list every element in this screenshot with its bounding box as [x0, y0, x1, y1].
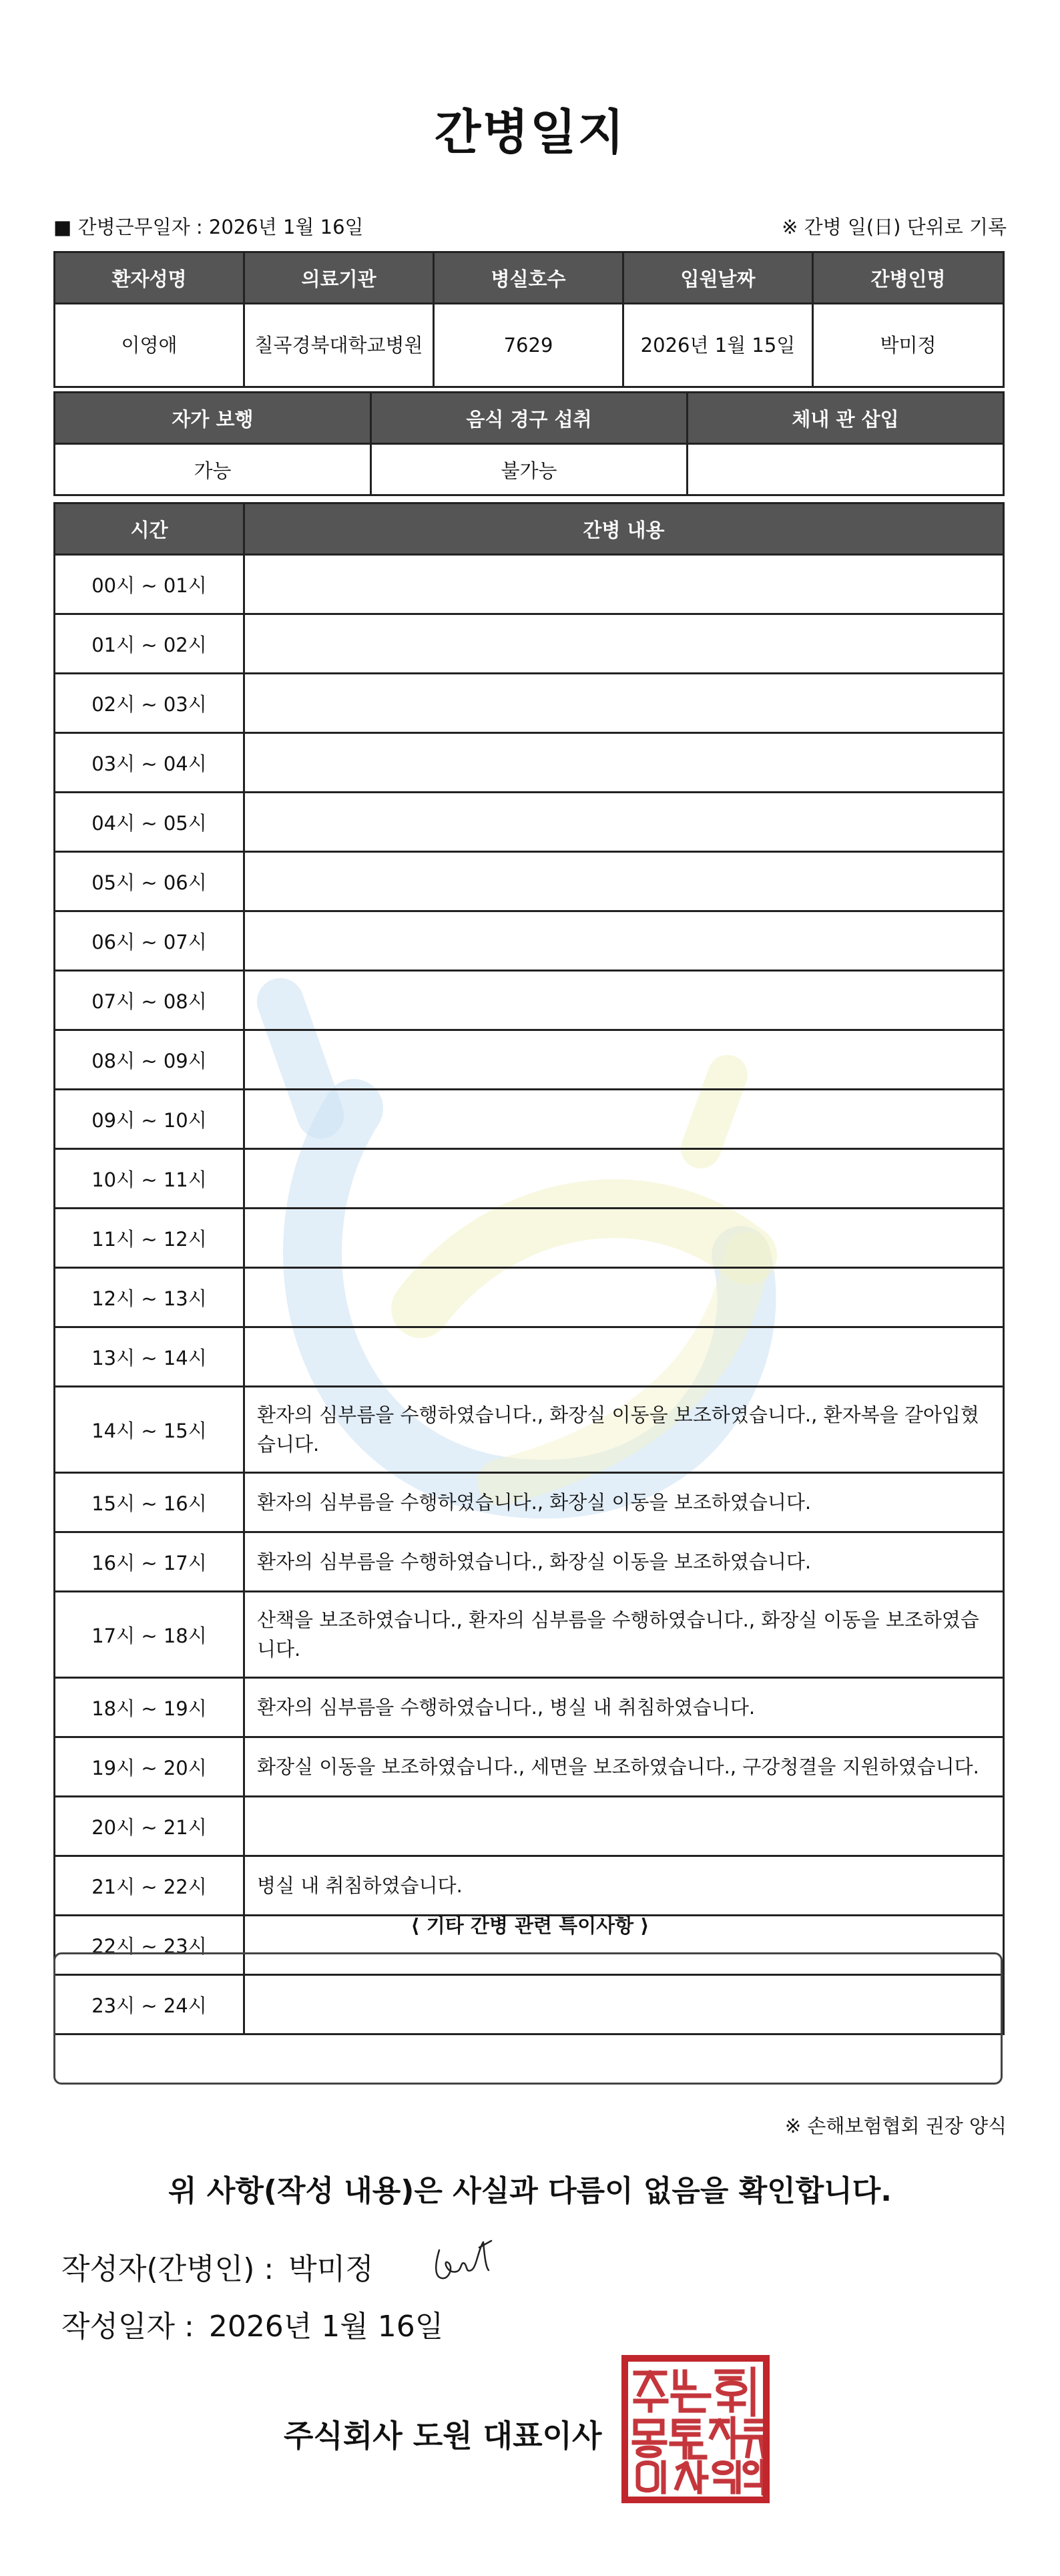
- patient-name: 이영애: [55, 304, 244, 387]
- written-date-value: 2026년 1월 16일: [208, 2310, 444, 2344]
- care-content: 화장실 이동을 보조하였습니다., 세면을 보조하였습니다., 구강청결을 지원하였습니다.: [244, 1737, 1004, 1797]
- patient-info-table: [53, 251, 1005, 388]
- tube-insertion-value: [688, 444, 1004, 495]
- time-slot: 15시 ~ 16시: [55, 1473, 244, 1532]
- care-content: 환자의 심부름을 수행하였습니다., 화장실 이동을 보조하였습니다.: [244, 1532, 1004, 1592]
- time-slot: 23시 ~ 24시: [55, 1975, 244, 2034]
- care-content: 환자의 심부름을 수행하였습니다., 화장실 이동을 보조하였습니다., 환자복을 갈아입혔습니다.: [244, 1387, 1004, 1473]
- table-row: [55, 1209, 1004, 1268]
- header-care-content: 간병 내용: [244, 503, 1004, 555]
- table-row: [55, 1856, 1004, 1916]
- table-row: [55, 1797, 1004, 1856]
- recommend-note: ※ 손해보험협회 권장 양식: [784, 2115, 1007, 2137]
- care-content: [244, 1209, 1004, 1268]
- time-slot: 20시 ~ 21시: [55, 1797, 244, 1856]
- table-row: [55, 793, 1004, 852]
- header-self-walking: 자가 보행: [55, 393, 371, 444]
- time-slot: 12시 ~ 13시: [55, 1268, 244, 1327]
- header-tube-insertion: 체내 관 삽입: [688, 393, 1004, 444]
- ability-value-row: [55, 444, 1004, 495]
- care-content: [244, 674, 1004, 733]
- care-content: [244, 1090, 1004, 1149]
- table-row: [55, 971, 1004, 1030]
- time-slot: 13시 ~ 14시: [55, 1327, 244, 1387]
- care-content: [244, 793, 1004, 852]
- hospital-name: 칠곡경북대학교병원: [244, 304, 434, 387]
- table-row: [55, 911, 1004, 971]
- special-notes-box: [53, 1952, 1003, 2085]
- hourly-care-log-table: [53, 502, 1005, 2035]
- care-content: [244, 971, 1004, 1030]
- care-content: [244, 852, 1004, 911]
- time-slot: 18시 ~ 19시: [55, 1678, 244, 1737]
- table-row: [55, 1327, 1004, 1387]
- time-slot: 14시 ~ 15시: [55, 1387, 244, 1473]
- header-time: 시간: [55, 503, 244, 555]
- header-caregiver-name: 간병인명: [813, 252, 1004, 304]
- table-row: [55, 1030, 1004, 1090]
- header-oral-intake: 음식 경구 섭취: [371, 393, 688, 444]
- table-row: [55, 1678, 1004, 1737]
- admission-date: 2026년 1월 15일: [623, 304, 813, 387]
- ability-header-row: [55, 393, 1004, 444]
- care-content: [244, 1149, 1004, 1209]
- writer-line: [61, 2245, 374, 2288]
- header-hospital: 의료기관: [244, 252, 434, 304]
- care-content: [244, 1268, 1004, 1327]
- time-slot: 06시 ~ 07시: [55, 911, 244, 971]
- work-date-label: ■ 간병근무일자 : 2026년 1월 16일: [53, 216, 364, 238]
- care-content: 환자의 심부름을 수행하였습니다., 병실 내 취침하였습니다.: [244, 1678, 1004, 1737]
- care-content: 병실 내 취침하였습니다.: [244, 1856, 1004, 1916]
- room-number: 7629: [434, 304, 623, 387]
- confirmation-statement: 위 사항(작성 내용)은 사실과 다름이 없음을 확인합니다.: [168, 2174, 892, 2208]
- unit-note: ※ 간병 일(日) 단위로 기록: [782, 216, 1007, 238]
- document-title: 간병일지: [434, 104, 626, 160]
- time-slot: 21시 ~ 22시: [55, 1856, 244, 1916]
- time-slot: 09시 ~ 10시: [55, 1090, 244, 1149]
- patient-ability-table: [53, 391, 1005, 496]
- oral-intake-value: 불가능: [371, 444, 688, 495]
- info-value-row: [55, 304, 1004, 387]
- caregiver-name: 박미정: [813, 304, 1004, 387]
- care-content: [244, 614, 1004, 674]
- company-representative: 주식회사 도원 대표이사: [284, 2418, 602, 2454]
- info-header-row: [55, 252, 1004, 304]
- table-row: [55, 1387, 1004, 1473]
- table-row: [55, 1592, 1004, 1678]
- written-date-line: [61, 2302, 443, 2345]
- header-room-number: 병실호수: [434, 252, 623, 304]
- time-slot: 01시 ~ 02시: [55, 614, 244, 674]
- time-slot: 07시 ~ 08시: [55, 971, 244, 1030]
- table-row: [55, 614, 1004, 674]
- header-admission-date: 입원날짜: [623, 252, 813, 304]
- time-slot: 08시 ~ 09시: [55, 1030, 244, 1090]
- table-row: [55, 733, 1004, 793]
- care-content: [244, 1327, 1004, 1387]
- header-patient-name: 환자성명: [55, 252, 244, 304]
- table-row: [55, 1737, 1004, 1797]
- time-slot: 17시 ~ 18시: [55, 1592, 244, 1678]
- time-slot: 02시 ~ 03시: [55, 674, 244, 733]
- time-slot: 16시 ~ 17시: [55, 1532, 244, 1592]
- writer-name: 박미정: [288, 2252, 374, 2286]
- special-notes-title: ⟨ 기타 간병 관련 특이사항 ⟩: [411, 1914, 649, 1937]
- writer-label: 작성자(간병인) :: [61, 2252, 274, 2286]
- table-row: [55, 555, 1004, 614]
- table-row: [55, 674, 1004, 733]
- table-row: [55, 1473, 1004, 1532]
- care-content: [244, 1797, 1004, 1856]
- time-slot: 03시 ~ 04시: [55, 733, 244, 793]
- handwritten-signature: [427, 2230, 507, 2284]
- care-content: [244, 555, 1004, 614]
- time-slot: 05시 ~ 06시: [55, 852, 244, 911]
- care-content: 환자의 심부름을 수행하였습니다., 화장실 이동을 보조하였습니다.: [244, 1473, 1004, 1532]
- care-content: [244, 733, 1004, 793]
- care-content: 산책을 보조하였습니다., 환자의 심부름을 수행하였습니다., 화장실 이동을 보조하였습니다.: [244, 1592, 1004, 1678]
- time-slot: 04시 ~ 05시: [55, 793, 244, 852]
- care-content: [244, 1030, 1004, 1090]
- company-seal-stamp: [621, 2354, 770, 2504]
- self-walking-value: 가능: [55, 444, 371, 495]
- table-row: [55, 852, 1004, 911]
- care-content: [244, 911, 1004, 971]
- time-slot: 11시 ~ 12시: [55, 1209, 244, 1268]
- time-slot: 22시 ~ 23시: [55, 1916, 244, 1975]
- table-row: [55, 1149, 1004, 1209]
- time-slot: 10시 ~ 11시: [55, 1149, 244, 1209]
- time-slot: 19시 ~ 20시: [55, 1737, 244, 1797]
- table-row: [55, 1268, 1004, 1327]
- time-slot: 00시 ~ 01시: [55, 555, 244, 614]
- table-row: [55, 1090, 1004, 1149]
- table-row: [55, 1532, 1004, 1592]
- written-date-label: 작성일자 :: [61, 2310, 194, 2344]
- log-header-row: [55, 503, 1004, 555]
